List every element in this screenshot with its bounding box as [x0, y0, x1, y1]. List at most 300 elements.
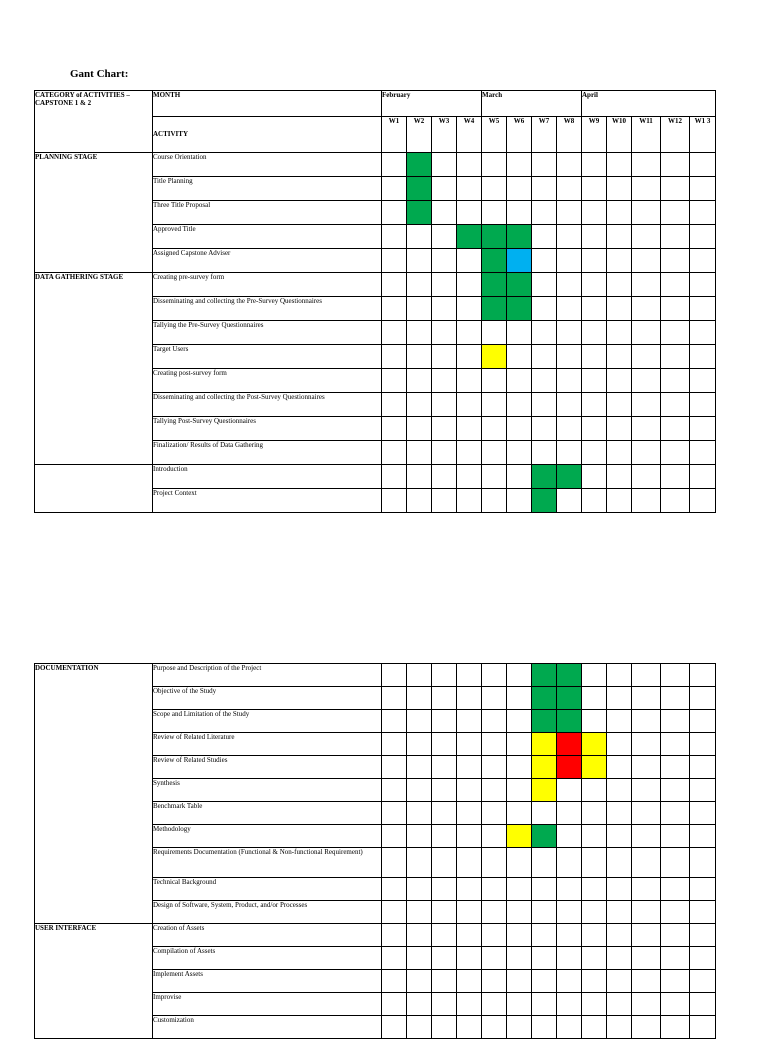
week-cell	[632, 901, 661, 924]
week-cell	[432, 297, 457, 321]
week-cell	[432, 417, 457, 441]
week-cell	[607, 201, 632, 225]
week-cell	[382, 201, 407, 225]
week-cell	[661, 901, 690, 924]
week-cell	[457, 225, 482, 249]
category-header: CATEGORY of ACTIVITIES – CAPSTONE 1 & 2	[35, 91, 153, 153]
week-cell	[407, 273, 432, 297]
week-cell	[482, 441, 507, 465]
week-cell	[482, 249, 507, 273]
week-cell	[382, 924, 407, 947]
activity-name: Compilation of Assets	[153, 947, 382, 970]
month-2: April	[582, 91, 716, 117]
week-cell	[607, 345, 632, 369]
week-cell	[457, 177, 482, 201]
week-cell	[507, 901, 532, 924]
week-cell	[532, 225, 557, 249]
week-cell	[507, 848, 532, 878]
week-cell	[407, 177, 432, 201]
activity-name: Synthesis	[153, 779, 382, 802]
week-cell	[407, 345, 432, 369]
week-cell	[632, 177, 661, 201]
week-cell	[582, 393, 607, 417]
week-cell	[532, 687, 557, 710]
week-cell	[690, 321, 716, 345]
week-cell	[690, 756, 716, 779]
week-cell	[507, 993, 532, 1016]
week-cell	[661, 249, 690, 273]
week-cell	[432, 225, 457, 249]
week-cell	[661, 802, 690, 825]
week-cell	[690, 1016, 716, 1039]
week-cell	[661, 345, 690, 369]
week-cell	[661, 465, 690, 489]
week-cell	[582, 825, 607, 848]
week-cell	[690, 825, 716, 848]
week-cell	[661, 489, 690, 513]
gantt-table-page2	[34, 663, 716, 1039]
week-cell	[661, 878, 690, 901]
week-cell	[661, 756, 690, 779]
week-cell	[507, 489, 532, 513]
activity-name: Creation of Assets	[153, 924, 382, 947]
week-cell	[457, 970, 482, 993]
week-cell	[432, 465, 457, 489]
week-cell	[607, 369, 632, 393]
week-cell	[457, 417, 482, 441]
week-cell	[457, 733, 482, 756]
activity-name: Requirements Documentation (Functional & Non-functional Requirement)	[153, 848, 382, 878]
week-cell	[582, 1016, 607, 1039]
week-cell	[432, 848, 457, 878]
week-cell	[607, 177, 632, 201]
week-cell	[582, 465, 607, 489]
week-cell	[432, 924, 457, 947]
week-cell	[507, 177, 532, 201]
week-cell	[632, 687, 661, 710]
week-cell	[382, 153, 407, 177]
category-cell: DOCUMENTATION	[35, 664, 153, 924]
week-cell	[632, 153, 661, 177]
week-cell	[482, 710, 507, 733]
week-cell	[457, 802, 482, 825]
week-cell	[382, 249, 407, 273]
week-cell	[557, 664, 582, 687]
week-cell	[582, 441, 607, 465]
week-cell	[432, 249, 457, 273]
week-cell	[632, 201, 661, 225]
week-cell	[382, 901, 407, 924]
week-cell	[482, 848, 507, 878]
week-cell	[407, 225, 432, 249]
week-cell	[661, 153, 690, 177]
week-cell	[507, 441, 532, 465]
week-cell	[507, 465, 532, 489]
activity-name: Finalization/ Results of Data Gathering	[153, 441, 382, 465]
week-cell	[632, 393, 661, 417]
week-cell	[661, 993, 690, 1016]
week-header: W10	[607, 117, 632, 153]
category-cell	[35, 465, 153, 513]
week-cell	[557, 848, 582, 878]
week-cell	[407, 878, 432, 901]
week-cell	[632, 825, 661, 848]
week-cell	[661, 970, 690, 993]
week-cell	[532, 878, 557, 901]
week-cell	[632, 970, 661, 993]
week-cell	[607, 825, 632, 848]
week-cell	[482, 393, 507, 417]
activity-name: Title Planning	[153, 177, 382, 201]
week-cell	[632, 441, 661, 465]
week-cell	[607, 710, 632, 733]
activity-name: Improvise	[153, 993, 382, 1016]
week-cell	[532, 321, 557, 345]
activity-name: Objective of the Study	[153, 687, 382, 710]
week-cell	[582, 249, 607, 273]
week-cell	[690, 687, 716, 710]
week-cell	[607, 733, 632, 756]
activity-name: Approved Title	[153, 225, 382, 249]
week-cell	[582, 993, 607, 1016]
week-cell	[507, 201, 532, 225]
activity-row	[35, 664, 716, 687]
week-cell	[482, 297, 507, 321]
week-cell	[607, 664, 632, 687]
week-cell	[661, 687, 690, 710]
week-cell	[482, 345, 507, 369]
week-cell	[482, 225, 507, 249]
activity-name: Methodology	[153, 825, 382, 848]
week-cell	[382, 489, 407, 513]
week-cell	[661, 393, 690, 417]
week-cell	[532, 848, 557, 878]
week-cell	[482, 687, 507, 710]
week-header: W6	[507, 117, 532, 153]
week-cell	[507, 878, 532, 901]
week-cell	[482, 369, 507, 393]
week-cell	[532, 249, 557, 273]
week-cell	[661, 177, 690, 201]
week-cell	[482, 970, 507, 993]
week-cell	[607, 273, 632, 297]
week-cell	[532, 970, 557, 993]
week-cell	[582, 878, 607, 901]
week-cell	[482, 825, 507, 848]
week-cell	[582, 177, 607, 201]
week-cell	[382, 947, 407, 970]
week-cell	[690, 249, 716, 273]
week-cell	[582, 153, 607, 177]
week-cell	[690, 710, 716, 733]
week-cell	[582, 779, 607, 802]
week-cell	[382, 465, 407, 489]
week-cell	[632, 273, 661, 297]
week-cell	[407, 924, 432, 947]
week-cell	[661, 1016, 690, 1039]
week-cell	[632, 756, 661, 779]
week-cell	[557, 297, 582, 321]
week-cell	[632, 1016, 661, 1039]
week-cell	[632, 225, 661, 249]
week-cell	[457, 345, 482, 369]
week-cell	[557, 924, 582, 947]
week-cell	[457, 878, 482, 901]
week-cell	[690, 177, 716, 201]
week-cell	[532, 297, 557, 321]
week-cell	[532, 825, 557, 848]
week-cell	[432, 664, 457, 687]
week-cell	[432, 441, 457, 465]
week-cell	[557, 201, 582, 225]
week-cell	[557, 901, 582, 924]
week-cell	[382, 345, 407, 369]
week-cell	[661, 297, 690, 321]
week-header: W4	[457, 117, 482, 153]
week-cell	[382, 993, 407, 1016]
week-cell	[382, 687, 407, 710]
week-cell	[690, 369, 716, 393]
activity-name: Introduction	[153, 465, 382, 489]
week-cell	[482, 465, 507, 489]
week-cell	[432, 779, 457, 802]
week-cell	[407, 756, 432, 779]
week-cell	[457, 297, 482, 321]
week-cell	[632, 321, 661, 345]
week-cell	[532, 710, 557, 733]
week-cell	[582, 687, 607, 710]
week-cell	[482, 802, 507, 825]
week-cell	[607, 901, 632, 924]
activity-name: Scope and Limitation of the Study	[153, 710, 382, 733]
week-cell	[557, 273, 582, 297]
week-cell	[582, 924, 607, 947]
chart-title: Gant Chart:	[70, 68, 129, 80]
week-cell	[432, 947, 457, 970]
week-cell	[582, 710, 607, 733]
week-cell	[661, 779, 690, 802]
week-cell	[582, 273, 607, 297]
week-cell	[507, 345, 532, 369]
week-cell	[382, 225, 407, 249]
week-cell	[507, 153, 532, 177]
week-cell	[557, 489, 582, 513]
week-cell	[557, 687, 582, 710]
week-cell	[661, 321, 690, 345]
week-cell	[582, 297, 607, 321]
week-cell	[407, 153, 432, 177]
week-cell	[432, 710, 457, 733]
week-cell	[432, 393, 457, 417]
week-cell	[607, 924, 632, 947]
week-cell	[507, 733, 532, 756]
week-cell	[382, 417, 407, 441]
activity-row	[35, 153, 716, 177]
week-cell	[607, 970, 632, 993]
week-cell	[661, 201, 690, 225]
week-cell	[557, 710, 582, 733]
week-cell	[432, 825, 457, 848]
week-cell	[457, 848, 482, 878]
month-1: March	[482, 91, 582, 117]
week-cell	[557, 153, 582, 177]
activity-name: Review of Related Literature	[153, 733, 382, 756]
week-cell	[557, 779, 582, 802]
week-cell	[507, 802, 532, 825]
week-cell	[382, 369, 407, 393]
week-cell	[532, 369, 557, 393]
week-cell	[607, 393, 632, 417]
week-cell	[632, 924, 661, 947]
category-cell: USER INTERFACE	[35, 924, 153, 1039]
week-cell	[382, 848, 407, 878]
week-cell	[632, 249, 661, 273]
week-cell	[507, 970, 532, 993]
week-cell	[407, 664, 432, 687]
week-cell	[632, 489, 661, 513]
week-cell	[582, 901, 607, 924]
week-cell	[507, 710, 532, 733]
activity-row	[35, 273, 716, 297]
week-cell	[482, 947, 507, 970]
week-cell	[507, 369, 532, 393]
week-cell	[661, 733, 690, 756]
week-cell	[457, 664, 482, 687]
week-cell	[432, 369, 457, 393]
week-cell	[457, 465, 482, 489]
week-cell	[607, 441, 632, 465]
week-cell	[557, 321, 582, 345]
week-cell	[482, 153, 507, 177]
week-cell	[457, 779, 482, 802]
week-cell	[532, 733, 557, 756]
week-cell	[382, 664, 407, 687]
activity-name: Tallying the Pre-Survey Questionnaires	[153, 321, 382, 345]
week-cell	[457, 901, 482, 924]
week-cell	[457, 993, 482, 1016]
week-cell	[382, 297, 407, 321]
week-cell	[532, 489, 557, 513]
week-cell	[382, 321, 407, 345]
week-cell	[690, 225, 716, 249]
week-cell	[457, 393, 482, 417]
week-cell	[407, 970, 432, 993]
week-cell	[661, 825, 690, 848]
week-cell	[632, 779, 661, 802]
week-cell	[457, 321, 482, 345]
week-cell	[407, 901, 432, 924]
week-cell	[690, 153, 716, 177]
week-cell	[382, 970, 407, 993]
week-cell	[532, 779, 557, 802]
activity-name: Disseminating and collecting the Pre-Survey Questionnaires	[153, 297, 382, 321]
week-cell	[632, 664, 661, 687]
week-header: W12	[661, 117, 690, 153]
week-cell	[607, 225, 632, 249]
week-cell	[582, 947, 607, 970]
activity-name: Purpose and Description of the Project	[153, 664, 382, 687]
week-cell	[607, 687, 632, 710]
week-cell	[432, 970, 457, 993]
week-cell	[532, 273, 557, 297]
week-cell	[690, 848, 716, 878]
week-cell	[482, 1016, 507, 1039]
week-cell	[407, 441, 432, 465]
activity-name: Benchmark Table	[153, 802, 382, 825]
week-cell	[432, 733, 457, 756]
week-cell	[382, 441, 407, 465]
activity-name: Tallying Post-Survey Questionnaires	[153, 417, 382, 441]
activity-name: Project Context	[153, 489, 382, 513]
week-cell	[407, 802, 432, 825]
week-cell	[407, 947, 432, 970]
week-cell	[582, 664, 607, 687]
week-cell	[507, 779, 532, 802]
week-cell	[557, 225, 582, 249]
week-cell	[607, 848, 632, 878]
week-header: W7	[532, 117, 557, 153]
week-cell	[457, 687, 482, 710]
week-cell	[407, 417, 432, 441]
week-header: W2	[407, 117, 432, 153]
week-cell	[661, 441, 690, 465]
week-cell	[582, 345, 607, 369]
week-cell	[582, 369, 607, 393]
week-cell	[407, 201, 432, 225]
activity-name: Creating post-survey form	[153, 369, 382, 393]
week-cell	[532, 153, 557, 177]
week-cell	[532, 802, 557, 825]
week-cell	[557, 993, 582, 1016]
week-cell	[557, 756, 582, 779]
activity-name: Course Orientation	[153, 153, 382, 177]
week-cell	[507, 825, 532, 848]
week-cell	[457, 1016, 482, 1039]
week-cell	[690, 970, 716, 993]
week-cell	[482, 321, 507, 345]
week-cell	[607, 297, 632, 321]
week-cell	[457, 825, 482, 848]
week-cell	[632, 733, 661, 756]
activity-name: Technical Background	[153, 878, 382, 901]
week-cell	[607, 993, 632, 1016]
week-cell	[507, 225, 532, 249]
week-cell	[432, 802, 457, 825]
category-cell: DATA GATHERING STAGE	[35, 273, 153, 465]
week-cell	[582, 733, 607, 756]
week-cell	[457, 489, 482, 513]
week-cell	[690, 297, 716, 321]
week-cell	[632, 417, 661, 441]
week-cell	[661, 710, 690, 733]
week-cell	[407, 489, 432, 513]
week-cell	[690, 878, 716, 901]
week-cell	[482, 878, 507, 901]
week-cell	[482, 901, 507, 924]
activity-row	[35, 924, 716, 947]
week-cell	[632, 465, 661, 489]
week-cell	[607, 779, 632, 802]
week-cell	[690, 901, 716, 924]
week-cell	[607, 153, 632, 177]
week-cell	[690, 393, 716, 417]
activity-name: Design of Software, System, Product, and/or Processes	[153, 901, 382, 924]
activity-name: Review of Related Studies	[153, 756, 382, 779]
week-cell	[532, 947, 557, 970]
week-cell	[607, 756, 632, 779]
week-cell	[382, 825, 407, 848]
week-cell	[482, 756, 507, 779]
